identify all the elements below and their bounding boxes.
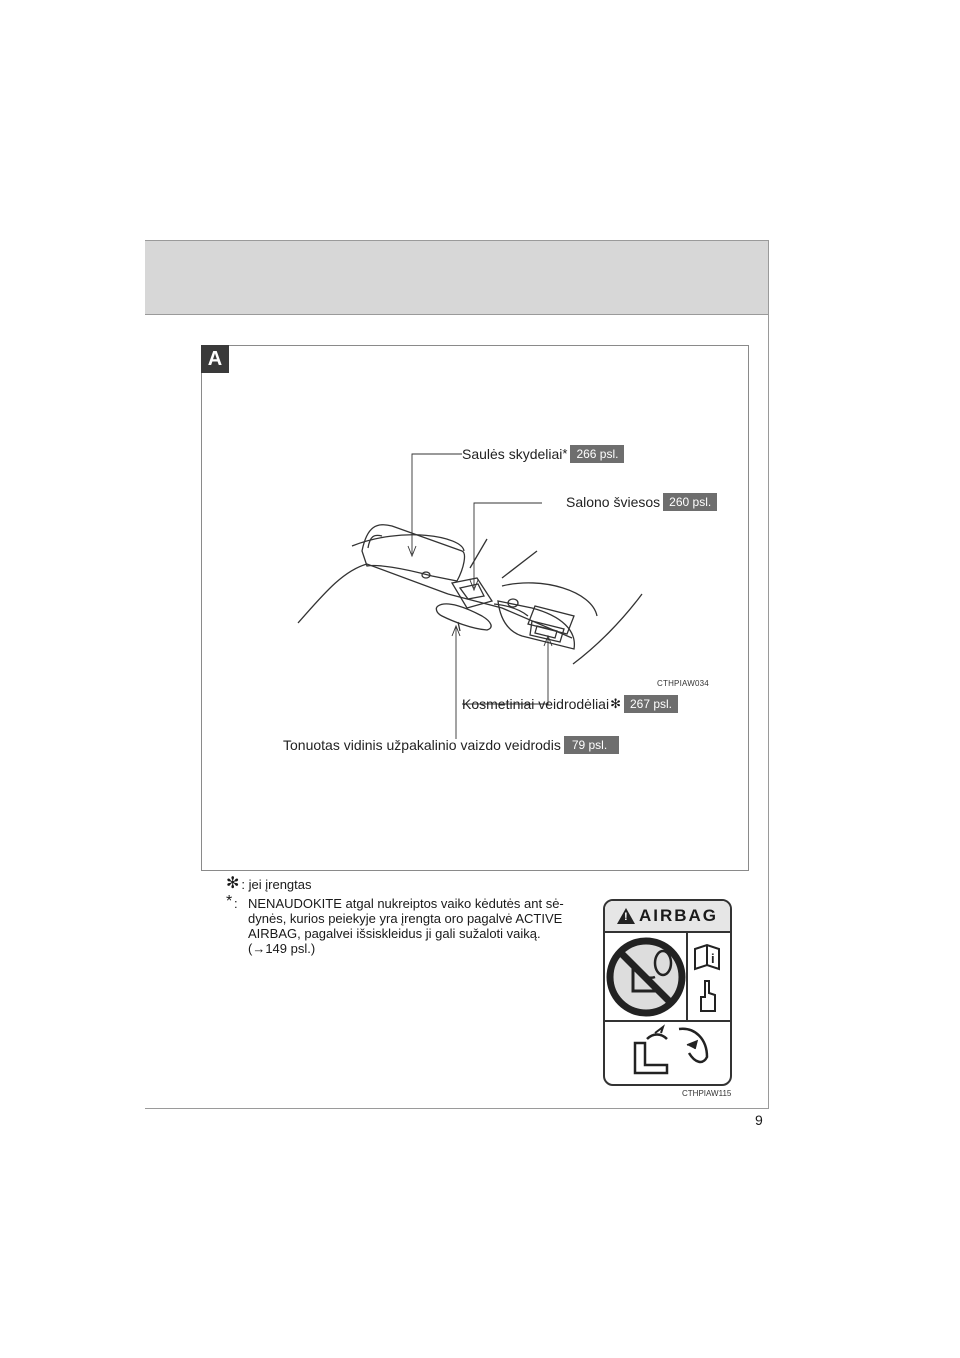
callout-vanity-mirrors-ref[interactable]: 267 psl. [624,695,678,713]
right-margin-rule [768,240,769,1108]
airbag-warning-label [603,899,732,1086]
interior-light-lens [460,584,484,599]
manual-info-icon [695,945,719,969]
callout-interior-lights-ref[interactable]: 260 psl. [663,493,717,511]
note-optional [226,877,312,892]
callout-sun-visors-ref[interactable]: 266 psl. [570,445,624,463]
seat-airbag-deploy-icon [635,1027,707,1073]
callout-rear-view-mirror-label: Tonuotas vidinis užpakalinio vaizdo veidrodis [283,737,561,753]
leader-sun-visor [412,454,462,554]
note-optional-symbol: ✻ [226,875,240,892]
callout-sun-visors-label: Saulės skydeliai [462,446,563,462]
callout-sun-visors: Saulės skydeliai * 266 psl. [462,445,624,463]
page-number: 9 [755,1112,763,1128]
figure-a-code: CTHPIAW034 [657,679,709,688]
note-warning-symbol: * [226,893,233,910]
callout-vanity-mirrors [462,695,678,713]
pointing-hand-icon [701,981,715,1011]
airbag-label-code: CTHPIAW115 [682,1089,732,1098]
callout-rear-view-mirror [283,736,619,754]
callout-interior-lights-label: Salono šviesos [566,494,661,510]
callout-vanity-mirrors-mark: ✻ [610,696,621,711]
warning-triangle-icon: ! [617,908,635,924]
leader-interior-light [474,503,542,588]
no-rear-facing-seat-icon [610,941,682,1013]
airbag-title: AIRBAG [638,906,719,925]
note-warning [226,893,574,956]
airbag-pictograms [605,933,730,1086]
note-optional-text: : jei įrengtas [241,877,312,892]
right-sun-visor [498,601,574,649]
section-badge-a: A [201,345,229,373]
center-line-1 [470,539,487,568]
callout-interior-lights [566,493,717,511]
windshield-edge-left [298,564,448,623]
vanity-mirror-glass [535,626,557,638]
airbag-title-row [605,901,730,933]
callout-vanity-mirrors-label: Kosmetiniai veidrodėliai [462,696,610,712]
rear-view-mirror [436,604,491,630]
header-band [145,240,768,315]
note-warning-colon: : [234,896,238,911]
note-warning-text: NENAUDOKITE atgal nukreiptos vaiko kėdutės ant sė-dynės, kurios peiekyje yra įrengta oro pagalvė ACTIVE AIRBAG, pagalvei išsiskleidus ji gali sužaloti vaiką. (→149 psl.) [248,896,564,956]
center-line-2 [502,551,537,578]
vehicle-ceiling-illustration [202,346,748,870]
bottom-rule [145,1108,769,1109]
windshield-edge-right [573,594,642,664]
callout-rear-view-mirror-ref[interactable]: 79 psl. [564,736,619,754]
svg-text:i: i [711,951,715,966]
